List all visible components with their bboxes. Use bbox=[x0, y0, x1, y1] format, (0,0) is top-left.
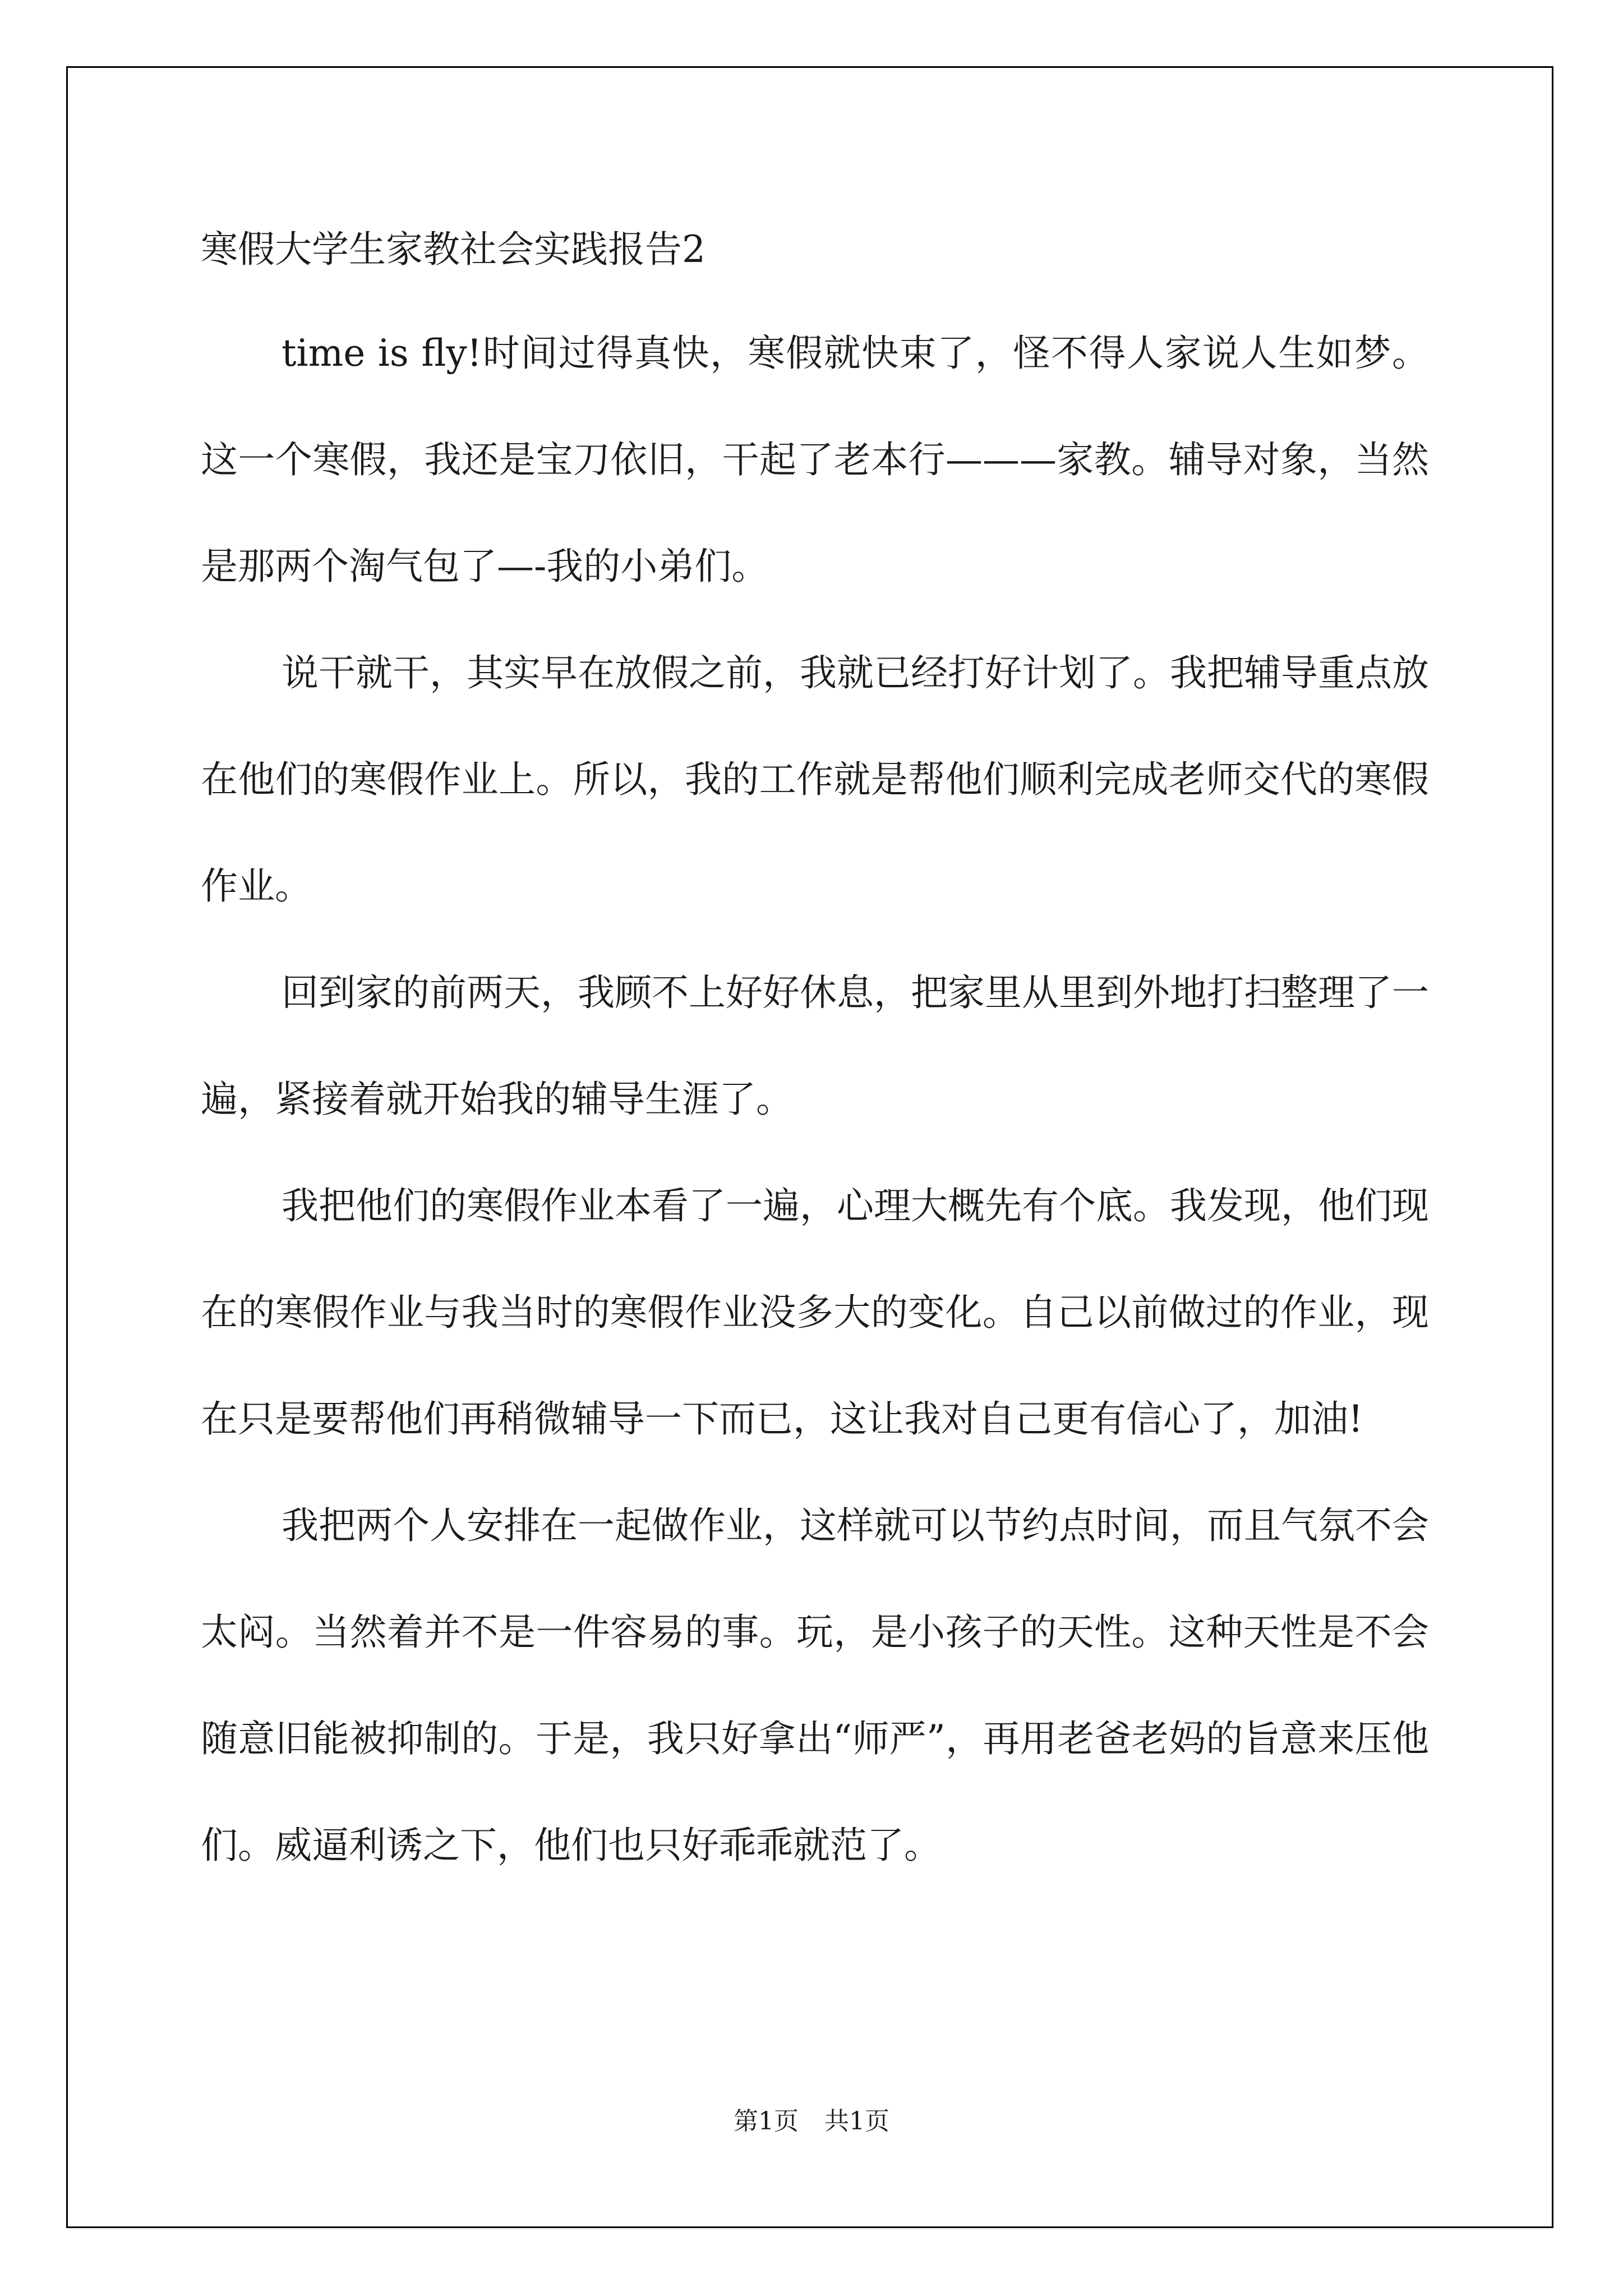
document-body bbox=[201, 222, 1429, 1899]
paragraph-list bbox=[201, 300, 1429, 1899]
paragraph-5: 我把两个人安排在一起做作业，这样就可以节约点时间，而且气氛不会太闷。当然着并不是一件容易的事。玩，是小孩子的天性。这种天性是不会随意旧能被抑制的。于是，我只好拿出“师严”，再用老爸老妈的旨意来压他们。威逼利诱之下，他们也只好乖乖就范了。 bbox=[201, 1504, 1429, 1867]
document-title: 寒假大学生家教社会实践报告2 bbox=[201, 228, 706, 271]
paragraph-3: 回到家的前两天，我顾不上好好休息，把家里从里到外地打扫整理了一遍，紧接着就开始我的辅导生涯了。 bbox=[201, 971, 1429, 1121]
paragraph-4: 我把他们的寒假作业本看了一遍，心理大概先有个底。我发现，他们现在的寒假作业与我当时的寒假作业没多大的变化。自己以前做过的作业，现在只是要帮他们再稍微辅导一下而已，这让我对自己更有信心了，加油! bbox=[201, 1184, 1429, 1441]
paragraph-2: 说干就干，其实早在放假之前，我就已经打好计划了。我把辅导重点放在他们的寒假作业上。所以，我的工作就是帮他们顺利完成老师交代的寒假作业。 bbox=[201, 651, 1429, 908]
page-number-total: 共1页 bbox=[824, 2107, 889, 2136]
paragraph-1: time is fly!时间过得真快，寒假就快束了，怪不得人家说人生如梦。这一个寒假，我还是宝刀依旧，干起了老本行———家教。辅导对象，当然是那两个淘气包了—-我的小弟们。 bbox=[201, 332, 1429, 588]
page-footer bbox=[0, 2105, 1623, 2138]
page-number-current: 第1页 bbox=[734, 2107, 799, 2136]
